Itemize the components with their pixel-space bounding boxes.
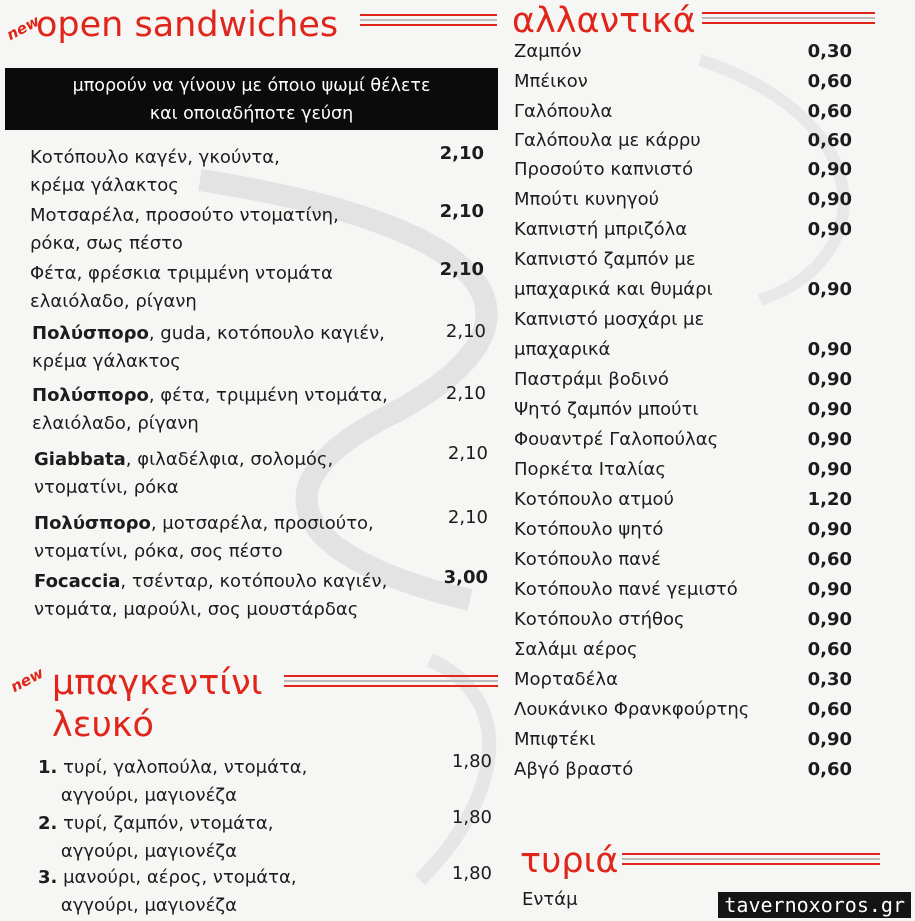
item-price: 0,90	[807, 519, 852, 540]
section-title-baguette-line-2: λευκό	[52, 705, 154, 745]
sandwich-price: 2,10	[447, 507, 488, 528]
item-name: Γαλόπουλα με κάρρυ	[514, 130, 701, 151]
item-price: 0,90	[807, 459, 852, 480]
item-name: Μπούτι κυνηγού	[514, 189, 660, 210]
baguette-price: 1,80	[451, 863, 492, 884]
cold-cut-row	[514, 185, 852, 215]
sandwich-item-desc: Κοτόπουλο καγέν, γκούντα, κρέμα γάλακτος	[30, 147, 280, 196]
cold-cut-row	[514, 755, 852, 785]
title-rule	[360, 14, 497, 24]
item-price: 0,60	[807, 71, 852, 92]
item-price: 0,30	[807, 669, 852, 690]
sandwich-item-desc: Focaccia, τσένταρ, κοτόπουλο καγιέν, ντομάτα, μαρούλι, σος μουστάρδας	[34, 571, 388, 620]
item-name: Κοτόπουλο στήθος	[514, 609, 685, 630]
item-name: Αβγό βραστό	[514, 759, 634, 780]
cold-cut-row	[514, 155, 852, 185]
item-price: 0,60	[807, 130, 852, 151]
sandwich-item-desc: Πολύσπορο, μοτσαρέλα, προσιούτο, ντοματίνι, ρόκα, σος πέστο	[34, 513, 374, 562]
item-price: 0,30	[807, 41, 852, 62]
item-price: 0,90	[807, 429, 852, 450]
section-title-baguette: μπαγκεντίνι	[52, 663, 263, 703]
item-name: Καπνιστό μοσχάρι με μπαχαρικά	[514, 309, 705, 360]
section-title-open-sandwiches: open sandwiches	[36, 5, 339, 45]
cold-cut-row	[514, 67, 852, 97]
cold-cut-row	[514, 635, 852, 665]
sandwich-price: 2,10	[445, 321, 486, 342]
cold-cut-row	[514, 515, 852, 545]
site-watermark: tavernoxoros.gr	[718, 892, 911, 918]
cold-cut-row	[514, 245, 852, 305]
item-price: 0,60	[807, 549, 852, 570]
cold-cut-row	[514, 665, 852, 695]
cold-cut-row	[514, 545, 852, 575]
sandwich-price: 2,10	[439, 259, 484, 280]
section-title-allantika: αλλαντικά	[512, 1, 696, 41]
item-name: Ζαμπόν	[514, 41, 582, 62]
item-price: 0,60	[807, 639, 852, 660]
sandwich-price: 2,10	[445, 383, 486, 404]
item-price: 0,60	[807, 759, 852, 780]
item-price: 0,60	[807, 101, 852, 122]
item-name: Μορταδέλα	[514, 669, 618, 690]
cold-cut-row	[514, 455, 852, 485]
item-name: Γαλόπουλα	[514, 101, 613, 122]
section-title-tyria: τυριά	[520, 841, 619, 881]
item-price: 1,20	[807, 489, 852, 510]
cold-cut-row	[514, 725, 852, 755]
new-tag: new	[3, 11, 43, 44]
item-name: Πορκέτα Ιταλίας	[514, 459, 666, 480]
cold-cut-row	[514, 575, 852, 605]
sandwich-price: 3,00	[443, 567, 488, 588]
title-rule	[284, 675, 498, 685]
item-name: Κοτόπουλο ατμού	[514, 489, 674, 510]
sandwich-item-desc: Πολύσπορο, φέτα, τριμμένη ντομάτα, ελαιόλαδο, ρίγανη	[32, 385, 388, 434]
item-price: 0,90	[807, 399, 852, 420]
cold-cut-row	[514, 365, 852, 395]
item-name: Καπνιστό ζαμπόν με μπαχαρικά και θυμάρι	[514, 249, 713, 300]
cold-cut-row	[514, 215, 852, 245]
title-rule	[702, 12, 875, 22]
item-name: Προσούτο καπνιστό	[514, 159, 694, 180]
item-name: Καπνιστή μπριζόλα	[514, 219, 688, 240]
item-name: Παστράμι βοδινό	[514, 369, 669, 390]
banner-line-1: μπορούν να γίνουν με όποιο ψωμί θέλετε	[72, 76, 431, 96]
baguette-price: 1,80	[451, 751, 492, 772]
item-name: Λουκάνικο Φρανκφούρτης	[514, 699, 750, 720]
cold-cut-row	[514, 605, 852, 635]
new-tag: new	[7, 663, 47, 696]
baguette-item-desc: 1. τυρί, γαλοπούλα, ντομάτα, αγγούρι, μαγιονέζα	[38, 757, 308, 806]
sandwich-price: 2,10	[439, 143, 484, 164]
sandwich-price: 2,10	[447, 443, 488, 464]
cold-cut-row	[514, 395, 852, 425]
baguette-item-desc: 2. τυρί, ζαμπόν, ντομάτα, αγγούρι, μαγιονέζα	[38, 813, 274, 862]
item-name: Σαλάμι αέρος	[514, 639, 638, 660]
cold-cut-row	[514, 695, 852, 725]
baguette-item-desc: 3. μανούρι, αέρος, ντομάτα, αγγούρι, μαγιονέζα	[38, 867, 297, 916]
item-name: Μπέικον	[514, 71, 588, 92]
cold-cut-row	[514, 485, 852, 515]
sandwich-item-desc: Πολύσπορο, guda, κοτόπουλο καγιέν, κρέμα γάλακτος	[32, 323, 385, 372]
baguette-price: 1,80	[451, 807, 492, 828]
item-name: Μπιφτέκι	[514, 729, 596, 750]
item-name: Κοτόπουλο ψητό	[514, 519, 664, 540]
item-price: 0,90	[807, 339, 852, 360]
item-name: Κοτόπουλο πανέ	[514, 549, 661, 570]
item-price: 0,90	[807, 579, 852, 600]
sandwich-item-desc: Giabbata, φιλαδέλφια, σολομός, ντοματίνι, ρόκα	[34, 449, 334, 498]
cold-cut-row	[514, 97, 852, 127]
cold-cut-row	[514, 126, 852, 156]
sandwich-item-desc: Μοτσαρέλα, προσούτο ντοματίνη, ρόκα, σως πέστο	[30, 205, 339, 254]
cold-cut-row	[514, 425, 852, 455]
item-price: 0,60	[807, 699, 852, 720]
title-rule	[622, 853, 880, 863]
sandwich-price: 2,10	[439, 201, 484, 222]
cold-cut-row	[514, 37, 852, 67]
sandwich-item-desc: Φέτα, φρέσκια τριμμένη ντομάτα ελαιόλαδο, ρίγανη	[30, 263, 333, 312]
item-name: Κοτόπουλο πανέ γεμιστό	[514, 579, 738, 600]
banner-line-2: και οποιαδήποτε γεύση	[149, 104, 354, 124]
cheese-item-name: Εντάμ	[522, 889, 578, 910]
item-price: 0,90	[807, 729, 852, 750]
item-price: 0,90	[807, 609, 852, 630]
item-price: 0,90	[807, 189, 852, 210]
item-price: 0,90	[807, 369, 852, 390]
item-price: 0,90	[807, 279, 852, 300]
item-price: 0,90	[807, 219, 852, 240]
item-price: 0,90	[807, 159, 852, 180]
item-name: Φουαντρέ Γαλοπούλας	[514, 429, 719, 450]
cold-cut-row	[514, 305, 852, 365]
info-banner	[5, 68, 498, 130]
item-name: Ψητό ζαμπόν μπούτι	[514, 399, 699, 420]
